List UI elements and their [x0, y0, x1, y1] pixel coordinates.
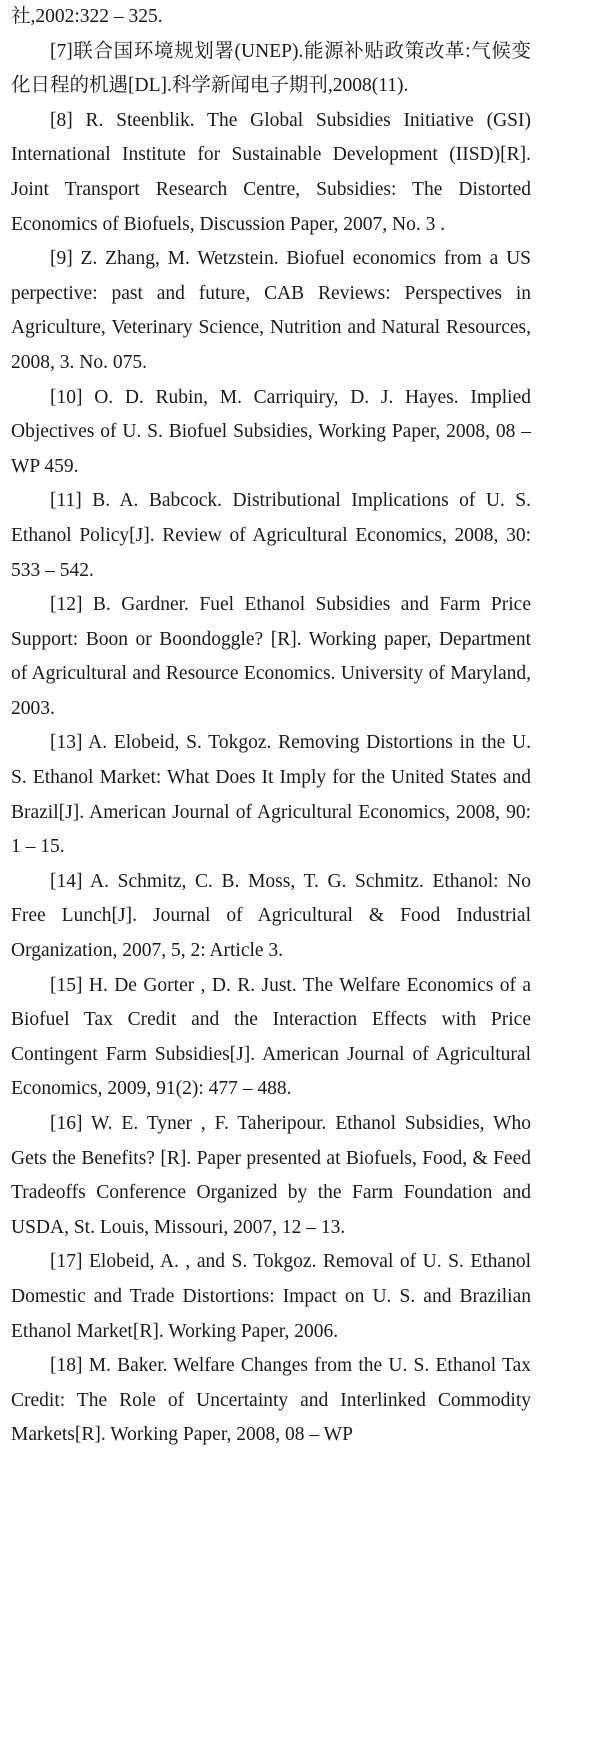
- reference-item-17: [17] Elobeid, A. , and S. Tokgoz. Removal of U. S. Ethanol Domestic and Trade Distortions: Impact on U. S. and Brazilian Ethanol Market[R]. Working Paper, 2006.: [11, 1251, 531, 1342]
- reference-item-15: [15] H. De Gorter , D. R. Just. The Welfare Economics of a Biofuel Tax Credit and the Interaction Effects with Price Contingent Farm Subsidies[J]. American Journal of Agricultural Economics, 2009, 91(2): 477 – 488.: [11, 974, 531, 1100]
- reference-item-12: [12] B. Gardner. Fuel Ethanol Subsidies and Farm Price Support: Boon or Boondoggle? [R]. Working paper, Department of Agricultural and Resource Economics. University of Maryland, 2003.: [11, 594, 531, 719]
- reference-list: [11, 0, 531, 1453]
- reference-item-14: [14] A. Schmitz, C. B. Moss, T. G. Schmitz. Ethanol: No Free Lunch[J]. Journal of Agricultural & Food Industrial Organization, 2007, 5, 2: Article 3.: [11, 870, 531, 962]
- reference-item-16: [16] W. E. Tyner , F. Taheripour. Ethanol Subsidies, Who Gets the Benefits? [R]. Paper presented at Biofuels, Food, & Feed Tradeoffs Conference Organized by the Farm Foundation and USDA, St. Louis, Missouri, 2007, 12 – 13.: [11, 1113, 531, 1238]
- reference-item-9: [9] Z. Zhang, M. Wetzstein. Biofuel economics from a US perpective: past and future, CAB Reviews: Perspectives in Agriculture, Veterinary Science, Nutrition and Natural Resources, 2008, 3. No. 075.: [11, 248, 531, 373]
- reference-item-10: [10] O. D. Rubin, M. Carriquiry, D. J. Hayes. Implied Objectives of U. S. Biofuel Subsidies, Working Paper, 2008, 08 – WP 459.: [11, 386, 531, 477]
- reference-item-8: [8] R. Steenblik. The Global Subsidies Initiative (GSI) International Institute for Sustainable Development (IISD)[R]. Joint Transport Research Centre, Subsidies: The Distorted Economics of Biofuels, Discussion Paper, 2007, No. 3 .: [11, 109, 531, 235]
- reference-item-13: [13] A. Elobeid, S. Tokgoz. Removing Distortions in the U. S. Ethanol Market: What Does It Imply for the United States and Brazil[J]. American Journal of Agricultural Economics, 2008, 90: 1 – 15.: [11, 732, 531, 858]
- reference-item-7: [7]联合国环境规划署(UNEP).能源补贴政策改革:气候变化日程的机遇[DL].科学新闻电子期刊,2008(11).: [11, 40, 531, 97]
- reference-item-18: [18] M. Baker. Welfare Changes from the U. S. Ethanol Tax Credit: The Role of Uncertainty and Interlinked Commodity Markets[R]. Working Paper, 2008, 08 – WP: [11, 1355, 531, 1446]
- reference-item-11: [11] B. A. Babcock. Distributional Implications of U. S. Ethanol Policy[J]. Review of Agricultural Economics, 2008, 30: 533 – 542.: [11, 490, 531, 581]
- reference-item-6-tail: 社,2002:322 – 325.: [11, 6, 163, 27]
